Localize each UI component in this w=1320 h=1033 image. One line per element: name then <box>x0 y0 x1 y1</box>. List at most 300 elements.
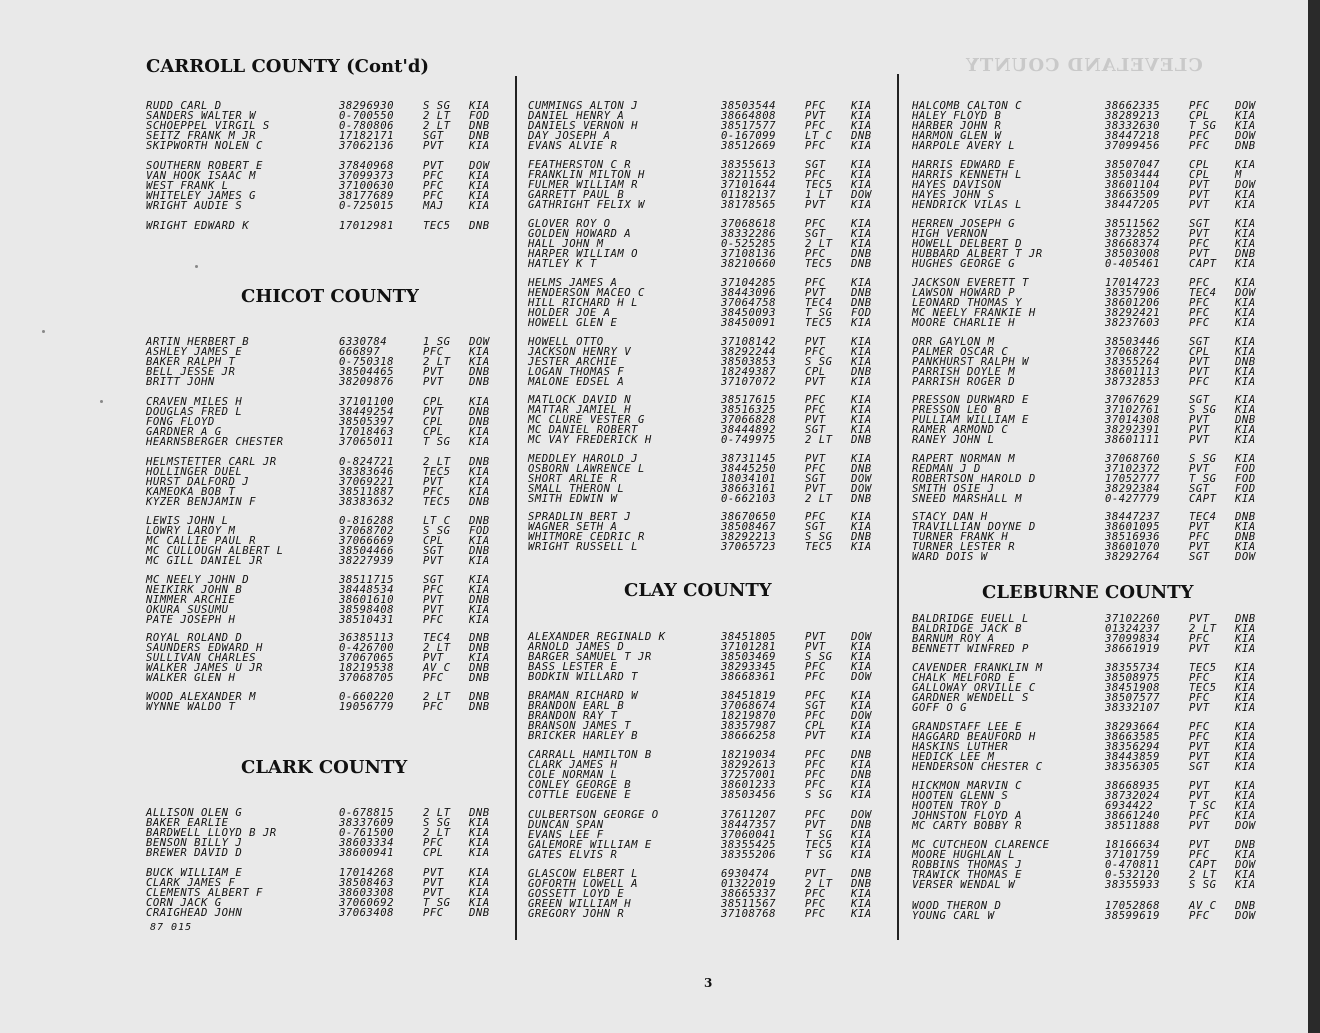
status: DNB <box>1235 839 1256 851</box>
rank: TEC5 <box>805 258 833 270</box>
casualty-name: BUCK WILLIAM E <box>146 867 243 879</box>
casualty-name: BARNUM ROY A <box>912 633 995 645</box>
rank: PVT <box>805 641 826 653</box>
serial-number: 38293664 <box>1105 721 1161 733</box>
casualty-name: GOFORTH LOWELL A <box>528 878 639 890</box>
rank: PFC <box>805 661 826 673</box>
casualty-name: GATHRIGHT FELIX W <box>528 199 645 211</box>
casualty-name: MC NEELY JOHN D <box>146 574 250 586</box>
casualty-row <box>528 318 888 328</box>
casualty-group <box>528 101 888 151</box>
casualty-name: HAYES DAVISON <box>912 179 1002 191</box>
casualty-name: KYZER BENJAMIN F <box>146 496 257 508</box>
casualty-name: HARRIS EDWARD E <box>912 159 1016 171</box>
status: KIA <box>1235 849 1256 861</box>
casualty-group <box>528 278 888 328</box>
serial-number: 38383646 <box>339 466 395 478</box>
casualty-row <box>912 821 1272 831</box>
rank: PFC <box>805 218 826 230</box>
serial-number: 37840968 <box>339 160 395 172</box>
rank: PVT <box>1189 741 1210 753</box>
casualty-row <box>528 494 888 504</box>
bleed-through-text: CLEVELAND COUNTY <box>965 55 1203 76</box>
serial-number: 0-405461 <box>1105 258 1161 270</box>
serial-number: 37099834 <box>1105 633 1161 645</box>
status: KIA <box>469 170 490 182</box>
serial-number: 38503456 <box>721 789 777 801</box>
status: KIA <box>469 356 490 368</box>
status: KIA <box>851 336 872 348</box>
rank: PFC <box>1189 238 1210 250</box>
casualty-group <box>146 101 506 151</box>
status: KIA <box>851 110 872 122</box>
serial-number: 38732852 <box>1105 228 1161 240</box>
status: KIA <box>851 829 872 841</box>
casualty-group <box>146 397 506 447</box>
serial-number: 37101100 <box>339 396 395 408</box>
status: KIA <box>1235 376 1256 388</box>
serial-number: 38355613 <box>721 159 777 171</box>
rank: PFC <box>805 120 826 132</box>
serial-number: 666897 <box>339 346 381 358</box>
serial-number: 37064758 <box>721 297 777 309</box>
status: KIA <box>469 346 490 358</box>
status: KIA <box>469 827 490 839</box>
casualty-group <box>146 457 506 507</box>
casualty-name: COTTLE EUGENE E <box>528 789 632 801</box>
rank: PFC <box>805 169 826 181</box>
rank: PVT <box>1189 790 1210 802</box>
rank: CPL <box>423 396 444 408</box>
casualty-name: WOOD THERON D <box>912 900 1002 912</box>
status: DNB <box>469 701 490 713</box>
casualty-row <box>912 880 1272 890</box>
status: DOW <box>1235 179 1256 191</box>
status: KIA <box>851 759 872 771</box>
casualty-name: CLARK JAMES F <box>146 877 236 889</box>
casualty-name: HURST DALFORD J <box>146 476 250 488</box>
status: KIA <box>1235 790 1256 802</box>
casualty-group <box>146 516 506 566</box>
casualty-row <box>146 556 506 566</box>
serial-number: 38601070 <box>1105 541 1161 553</box>
status: DNB <box>469 456 490 468</box>
serial-number: 38601233 <box>721 779 777 791</box>
rank: PFC <box>423 190 444 202</box>
serial-number: 38383632 <box>339 496 395 508</box>
serial-number: 37068705 <box>339 672 395 684</box>
status: KIA <box>1235 662 1256 674</box>
casualty-name: RAMER ARMOND C <box>912 424 1009 436</box>
rank: SGT <box>1189 551 1210 563</box>
serial-number: 38516325 <box>721 404 777 416</box>
status: DNB <box>851 366 872 378</box>
rank: PVT <box>423 476 444 488</box>
casualty-name: LEWIS JOHN L <box>146 515 229 527</box>
rank: SGT <box>1189 483 1210 495</box>
serial-number: 38356294 <box>1105 741 1161 753</box>
casualty-name: GOSSETT LOYD E <box>528 888 625 900</box>
serial-number: 17012981 <box>339 220 395 232</box>
status: DOW <box>1235 100 1256 112</box>
casualty-row <box>912 552 1272 562</box>
casualty-name: HARMON GLEN W <box>912 130 1002 142</box>
casualty-name: LOWRY LAROY M <box>146 525 236 537</box>
status: KIA <box>851 218 872 230</box>
casualty-name: SANDERS WALTER W <box>146 110 257 122</box>
serial-number: 37257001 <box>721 769 777 781</box>
casualty-name: HICKMON MARVIN C <box>912 780 1023 792</box>
rank: S SG <box>1189 453 1217 465</box>
casualty-name: HARPOLE AVERY L <box>912 140 1016 152</box>
casualty-name: MC CUTCHEON CLARENCE <box>912 839 1050 851</box>
rank: T SG <box>423 436 451 448</box>
serial-number: 38451908 <box>1105 682 1161 694</box>
rank: LT C <box>423 515 451 527</box>
casualty-name: ASHLEY JAMES E <box>146 346 243 358</box>
status: KIA <box>851 414 872 426</box>
casualty-name: BENNETT WINFRED P <box>912 643 1029 655</box>
rank: PFC <box>1189 100 1210 112</box>
casualty-name: PARRISH DOYLE M <box>912 366 1016 378</box>
rank: 2 LT <box>805 493 833 505</box>
casualty-name: SMITH OSIE J <box>912 483 995 495</box>
status: DNB <box>851 493 872 505</box>
serial-number: 38601095 <box>1105 521 1161 533</box>
rank: SGT <box>1189 218 1210 230</box>
casualty-name: BRAMAN RICHARD W <box>528 690 639 702</box>
rank: T SG <box>805 307 833 319</box>
rank: PFC <box>805 277 826 289</box>
serial-number: 18249387 <box>721 366 777 378</box>
status: KIA <box>851 376 872 388</box>
casualty-name: BODKIN WILLARD T <box>528 671 639 683</box>
rank: PFC <box>423 170 444 182</box>
rank: CPL <box>1189 110 1210 122</box>
rank: CPL <box>805 366 826 378</box>
rank: PVT <box>1189 839 1210 851</box>
serial-number: 0-780806 <box>339 120 395 132</box>
serial-number: 0-660220 <box>339 691 395 703</box>
status: FOD <box>469 525 490 537</box>
casualty-name: HOOTEN TROY D <box>912 800 1002 812</box>
status: KIA <box>851 730 872 742</box>
status: DNB <box>469 416 490 428</box>
rank: TEC5 <box>805 839 833 851</box>
rank: S SG <box>805 356 833 368</box>
rank: S SG <box>1189 404 1217 416</box>
status: KIA <box>1235 297 1256 309</box>
serial-number: 0-816288 <box>339 515 395 527</box>
casualty-name: BREWER DAVID D <box>146 847 243 859</box>
rank: PVT <box>1189 820 1210 832</box>
serial-number: 38296930 <box>339 100 395 112</box>
rank: 1 SG <box>423 336 451 348</box>
casualty-group <box>146 692 506 712</box>
casualty-name: GOLDEN HOWARD A <box>528 228 632 240</box>
casualty-group <box>912 219 1272 269</box>
casualty-name: BARDWELL LLOYD B JR <box>146 827 277 839</box>
casualty-name: YOUNG CARL W <box>912 910 995 922</box>
serial-number: 38450093 <box>721 307 777 319</box>
status: DNB <box>851 130 872 142</box>
casualty-name: MEDDLEY HAROLD J <box>528 453 639 465</box>
rank: PVT <box>423 376 444 388</box>
rank: PVT <box>1189 366 1210 378</box>
serial-number: 37062136 <box>339 140 395 152</box>
casualty-name: FONG FLOYD <box>146 416 215 428</box>
status: KIA <box>851 453 872 465</box>
status: KIA <box>469 436 490 448</box>
casualty-name: MATTAR JAMIEL H <box>528 404 632 416</box>
status: KIA <box>851 661 872 673</box>
serial-number: 38511715 <box>339 574 395 586</box>
casualty-name: FRANKLIN MILTON H <box>528 169 645 181</box>
casualty-row <box>528 672 888 682</box>
serial-number: 38451819 <box>721 690 777 702</box>
rank: PFC <box>805 511 826 523</box>
serial-number: 38447357 <box>721 819 777 831</box>
casualty-name: HARPER WILLIAM O <box>528 248 639 260</box>
status: KIA <box>1235 810 1256 822</box>
rank: 2 LT <box>423 827 451 839</box>
casualty-name: SULLIVAN CHARLES <box>146 652 257 664</box>
serial-number: 38599619 <box>1105 910 1161 922</box>
serial-number: 38504466 <box>339 545 395 557</box>
serial-number: 38603334 <box>339 837 395 849</box>
status: KIA <box>469 837 490 849</box>
serial-number: 38289213 <box>1105 110 1161 122</box>
rank: PVT <box>805 414 826 426</box>
status: DNB <box>469 594 490 606</box>
casualty-name: HALEY FLOYD B <box>912 110 1002 122</box>
serial-number: 37108768 <box>721 908 777 920</box>
serial-number: 38731145 <box>721 453 777 465</box>
casualty-name: HUGHES GEORGE G <box>912 258 1016 270</box>
rank: PVT <box>1189 643 1210 655</box>
status: DOW <box>469 160 490 172</box>
serial-number: 38211552 <box>721 169 777 181</box>
casualty-row <box>528 377 888 387</box>
casualty-name: BALDRIDGE EUELL L <box>912 613 1029 625</box>
status: DOW <box>1235 130 1256 142</box>
rank: PVT <box>423 867 444 879</box>
casualty-name: MC CALLIE PAUL R <box>146 535 257 547</box>
status: KIA <box>851 690 872 702</box>
casualty-name: PANKHURST RALPH W <box>912 356 1029 368</box>
status: DNB <box>469 642 490 654</box>
status: KIA <box>851 228 872 240</box>
rank: SGT <box>805 424 826 436</box>
status: KIA <box>851 839 872 851</box>
status: DNB <box>469 632 490 644</box>
status: KIA <box>469 486 490 498</box>
casualty-name: DUNCAN SPAN <box>528 819 604 831</box>
status: DNB <box>851 287 872 299</box>
rank: PVT <box>805 868 826 880</box>
serial-number: 38445250 <box>721 463 777 475</box>
casualty-name: REDMAN J D <box>912 463 981 475</box>
rank: 2 LT <box>1189 869 1217 881</box>
serial-number: 38447205 <box>1105 199 1161 211</box>
rank: S SG <box>423 817 451 829</box>
serial-number: 37065011 <box>339 436 395 448</box>
casualty-name: GREEN WILLIAM H <box>528 898 632 910</box>
status: KIA <box>1235 238 1256 250</box>
casualty-name: BRANDON RAY T <box>528 710 618 722</box>
casualty-group <box>912 840 1272 890</box>
serial-number: 17052868 <box>1105 900 1161 912</box>
serial-number: 37101759 <box>1105 849 1161 861</box>
casualty-name: MC CLURE VESTER G <box>528 414 645 426</box>
rank: 2 LT <box>805 878 833 890</box>
casualty-name: BENSON BILLY J <box>146 837 243 849</box>
serial-number: 38443096 <box>721 287 777 299</box>
status: DNB <box>469 130 490 142</box>
rank: TEC5 <box>423 220 451 232</box>
rank: PFC <box>805 759 826 771</box>
status: DNB <box>1235 356 1256 368</box>
serial-number: 17014268 <box>339 867 395 879</box>
serial-number: 18219538 <box>339 662 395 674</box>
status: KIA <box>851 849 872 861</box>
rank: TEC5 <box>423 466 451 478</box>
serial-number: 38663161 <box>721 483 777 495</box>
status: KIA <box>1235 394 1256 406</box>
county-heading: CLEBURNE COUNTY <box>982 582 1194 603</box>
serial-number: 38448534 <box>339 584 395 596</box>
status: DOW <box>1235 910 1256 922</box>
status: DOW <box>851 631 872 643</box>
serial-number: 38601206 <box>1105 297 1161 309</box>
casualty-name: HIGH VERNON <box>912 228 988 240</box>
serial-number: 38177689 <box>339 190 395 202</box>
status: KIA <box>469 897 490 909</box>
casualty-name: GOFF O G <box>912 702 968 714</box>
rank: PVT <box>805 336 826 348</box>
rank: T SC <box>1189 800 1217 812</box>
status: KIA <box>469 140 490 152</box>
rank: PVT <box>1189 414 1210 426</box>
rank: PVT <box>1189 702 1210 714</box>
casualty-row <box>912 644 1272 654</box>
serial-number: 38507047 <box>1105 159 1161 171</box>
rank: PVT <box>423 594 444 606</box>
rank: PFC <box>423 837 444 849</box>
casualty-row <box>912 435 1272 445</box>
rank: PFC <box>1189 531 1210 543</box>
status: DNB <box>851 531 872 543</box>
rank: T SG <box>423 897 451 909</box>
casualty-name: CULBERTSON GEORGE O <box>528 809 659 821</box>
casualty-name: GARDNER WENDELL S <box>912 692 1029 704</box>
status: KIA <box>851 346 872 358</box>
rank: SGT <box>1189 336 1210 348</box>
casualty-name: TRAVILLIAN DOYNE D <box>912 521 1036 533</box>
casualty-name: BAKER RALPH T <box>146 356 236 368</box>
serial-number: 38668374 <box>1105 238 1161 250</box>
serial-number: 38503446 <box>1105 336 1161 348</box>
serial-number: 38512669 <box>721 140 777 152</box>
casualty-name: CHALK MELFORD E <box>912 672 1016 684</box>
casualty-name: RANEY JOHN L <box>912 434 995 446</box>
serial-number: 38503544 <box>721 100 777 112</box>
serial-number: 38517615 <box>721 394 777 406</box>
casualty-name: BRANSON JAMES T <box>528 720 632 732</box>
serial-number: 0-678815 <box>339 807 395 819</box>
casualty-name: RUDD CARL D <box>146 100 222 112</box>
casualty-name: HATLEY K T <box>528 258 597 270</box>
casualty-name: SKIPWORTH NOLEN C <box>146 140 263 152</box>
casualty-row <box>146 908 506 918</box>
serial-number: 18219034 <box>721 749 777 761</box>
casualty-name: DOUGLAS FRED L <box>146 406 243 418</box>
casualty-name: HAGGARD BEAUFORD H <box>912 731 1036 743</box>
serial-number: 38503444 <box>1105 169 1161 181</box>
casualty-name: JESTER ARCHIE <box>528 356 618 368</box>
rank: T SG <box>1189 120 1217 132</box>
casualty-name: MC GILL DANIEL JR <box>146 555 263 567</box>
casualty-name: DANIELS VERNON H <box>528 120 639 132</box>
casualty-name: NEIKIRK JOHN B <box>146 584 243 596</box>
serial-number: 37101644 <box>721 179 777 191</box>
rank: PVT <box>805 199 826 211</box>
serial-number: 38511888 <box>1105 820 1161 832</box>
casualty-name: ALEXANDER REGINALD K <box>528 631 666 643</box>
serial-number: 38447237 <box>1105 511 1161 523</box>
casualty-name: GARDNER A G <box>146 426 222 438</box>
status: KIA <box>851 199 872 211</box>
casualty-name: HENDERSON MACEO C <box>528 287 645 299</box>
rank: PFC <box>805 898 826 910</box>
status: KIA <box>1235 346 1256 358</box>
casualty-name: CLEMENTS ALBERT F <box>146 887 263 899</box>
serial-number: 38662335 <box>1105 100 1161 112</box>
rank: PVT <box>1189 541 1210 553</box>
status: DNB <box>1235 511 1256 523</box>
casualty-row <box>912 259 1272 269</box>
casualty-name: HOWELL GLEN E <box>528 317 618 329</box>
casualty-row <box>912 762 1272 772</box>
casualty-name: ARNOLD JAMES D <box>528 641 625 653</box>
casualty-name: MOORE HUGHLAN L <box>912 849 1016 861</box>
status: KIA <box>469 180 490 192</box>
serial-number: 0-750318 <box>339 356 395 368</box>
paper-speck <box>195 265 198 268</box>
casualty-row <box>912 377 1272 387</box>
casualty-name: MC DANIEL ROBERT <box>528 424 639 436</box>
serial-number: 38178565 <box>721 199 777 211</box>
serial-number: 17018463 <box>339 426 395 438</box>
casualty-group <box>146 633 506 683</box>
status: DNB <box>851 749 872 761</box>
status: DOW <box>851 473 872 485</box>
serial-number: 37611207 <box>721 809 777 821</box>
casualty-group <box>912 512 1272 562</box>
casualty-row <box>146 201 506 211</box>
status: DOW <box>851 483 872 495</box>
casualty-group <box>912 395 1272 445</box>
casualty-name: OKURA SUSUMU <box>146 604 229 616</box>
serial-number: 37101281 <box>721 641 777 653</box>
rank: TEC5 <box>423 496 451 508</box>
casualty-name: WOOD ALEXANDER M <box>146 691 257 703</box>
serial-number: 38292391 <box>1105 424 1161 436</box>
casualty-row <box>912 911 1272 921</box>
rank: PFC <box>805 394 826 406</box>
rank: PVT <box>805 376 826 388</box>
status: KIA <box>1235 541 1256 553</box>
